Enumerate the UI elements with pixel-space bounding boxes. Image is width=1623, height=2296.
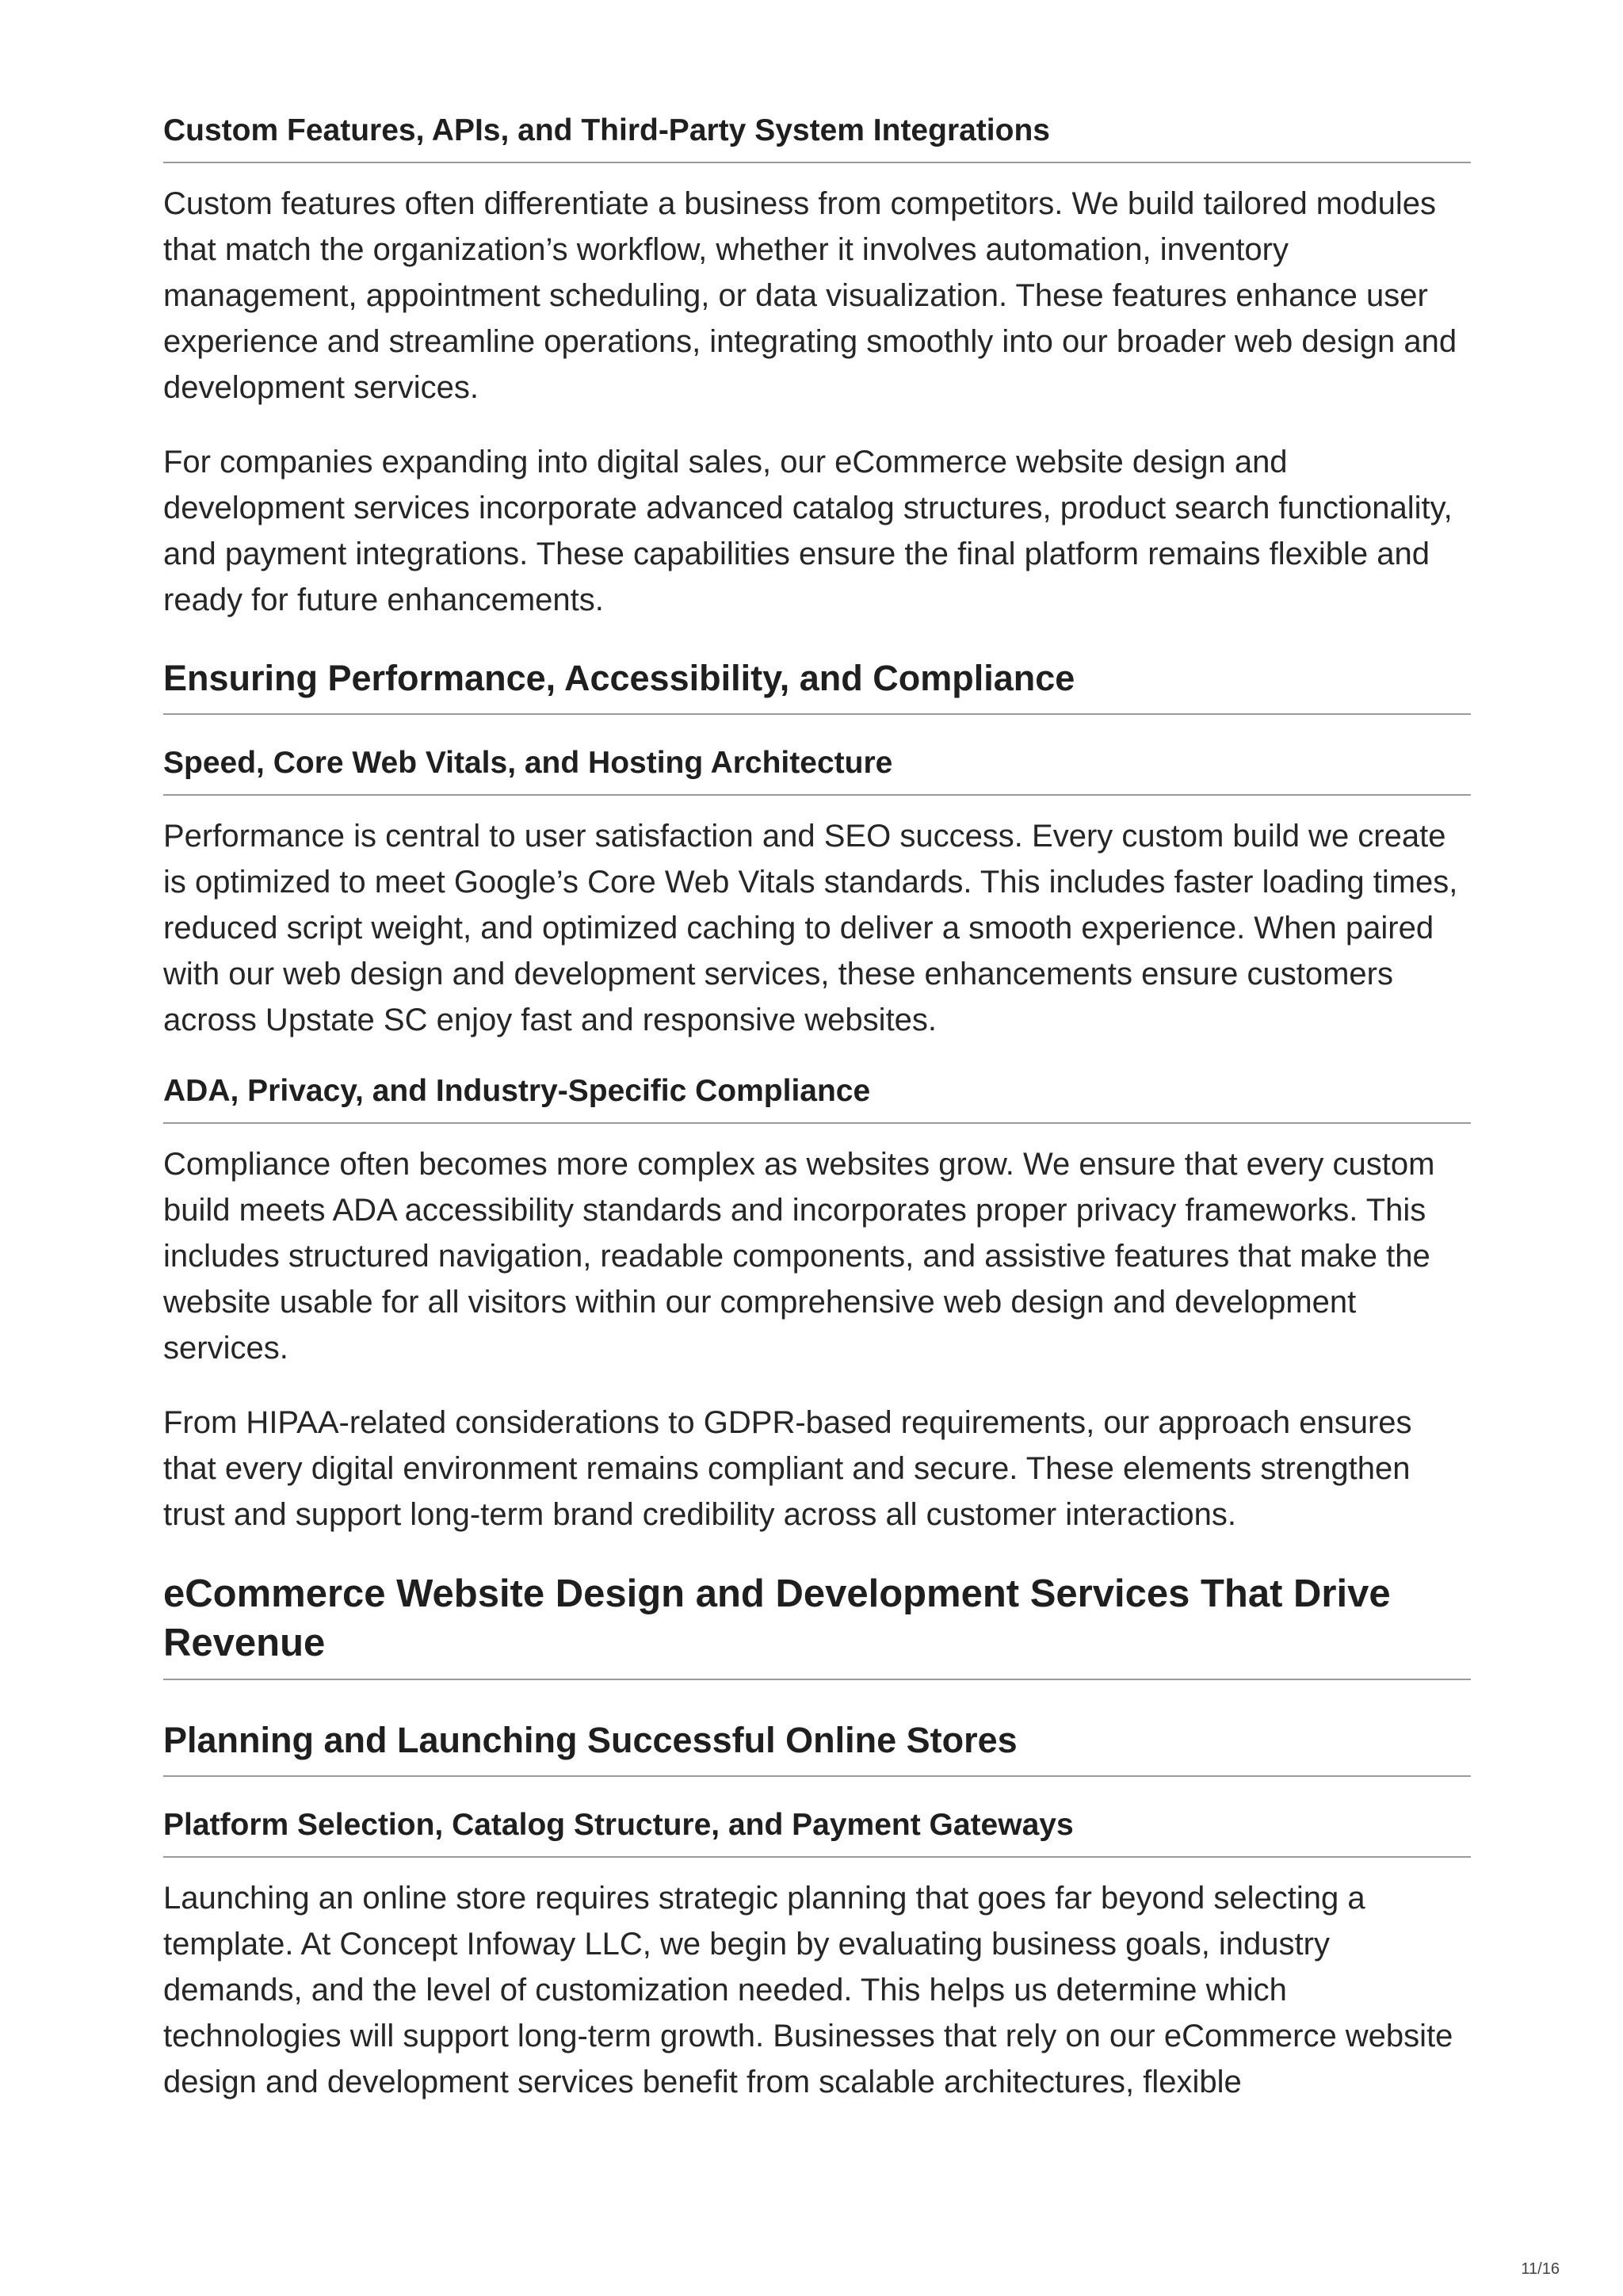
page-number: 11/16 (1521, 2260, 1560, 2278)
heading-speed-core-web-vitals: Speed, Core Web Vitals, and Hosting Architecture (163, 743, 1471, 796)
paragraph-custom-features: Custom features often differentiate a business from competitors. We build tailored modules that match the organization’s workflow, whether it involves automation, inventory management, appointment scheduling, or data visualization. These features enhance user experience and streamline operations, integrating smoothly into our broader web design and development services. (163, 186, 1457, 405)
document-body (163, 111, 1471, 2134)
heading-performance-accessibility: Ensuring Performance, Accessibility, and Compliance (163, 656, 1471, 715)
heading-planning-online-stores: Planning and Launching Successful Online Stores (163, 1718, 1471, 1777)
paragraph-hipaa-gdpr: From HIPAA-related considerations to GDPR-based requirements, our approach ensures that every digital environment remains compliant and secure. These elements strengthen trust and support long-term brand credibility across all customer interactions. (163, 1405, 1412, 1532)
heading-platform-selection: Platform Selection, Catalog Structure, and Payment Gateways (163, 1805, 1471, 1858)
paragraph-compliance: Compliance often becomes more complex as websites grow. We ensure that every custom build meets ADA accessibility standards and incorporates proper privacy frameworks. This includes structured navigation, readable components, and assistive features that make the website usable for all visitors within our comprehensive web design and development services. (163, 1147, 1435, 1366)
paragraph-performance: Performance is central to user satisfaction and SEO success. Every custom build we create is optimized to meet Google’s Core Web Vitals standards. This includes faster loading times, reduced script weight, and optimized caching to deliver a smooth experience. When paired with our web design and development services, these enhancements ensure customers across Upstate SC enjoy fast and responsive websites. (163, 819, 1458, 1037)
paragraph-ecommerce-expansion: For companies expanding into digital sales, our eCommerce website design and development services incorporate advanced catalog structures, product search functionality, and payment integrations. These capabilities ensure the final platform remains flexible and ready for future enhancements. (163, 445, 1453, 617)
heading-ada-privacy: ADA, Privacy, and Industry-Specific Compliance (163, 1072, 1471, 1124)
paragraph-launching-store: Launching an online store requires strategic planning that goes far beyond selecting a template. At Concept Infoway LLC, we begin by evaluating business goals, industry demands, and the level of customization needed. This helps us determine which technologies will support long-term growth. Businesses that rely on our eCommerce website design and development services benefit from scalable architectures, flexible (163, 1881, 1453, 2099)
heading-ecommerce-revenue: eCommerce Website Design and Development Services That Drive Revenue (163, 1569, 1471, 1680)
heading-custom-features: Custom Features, APIs, and Third-Party System Integrations (163, 111, 1471, 163)
